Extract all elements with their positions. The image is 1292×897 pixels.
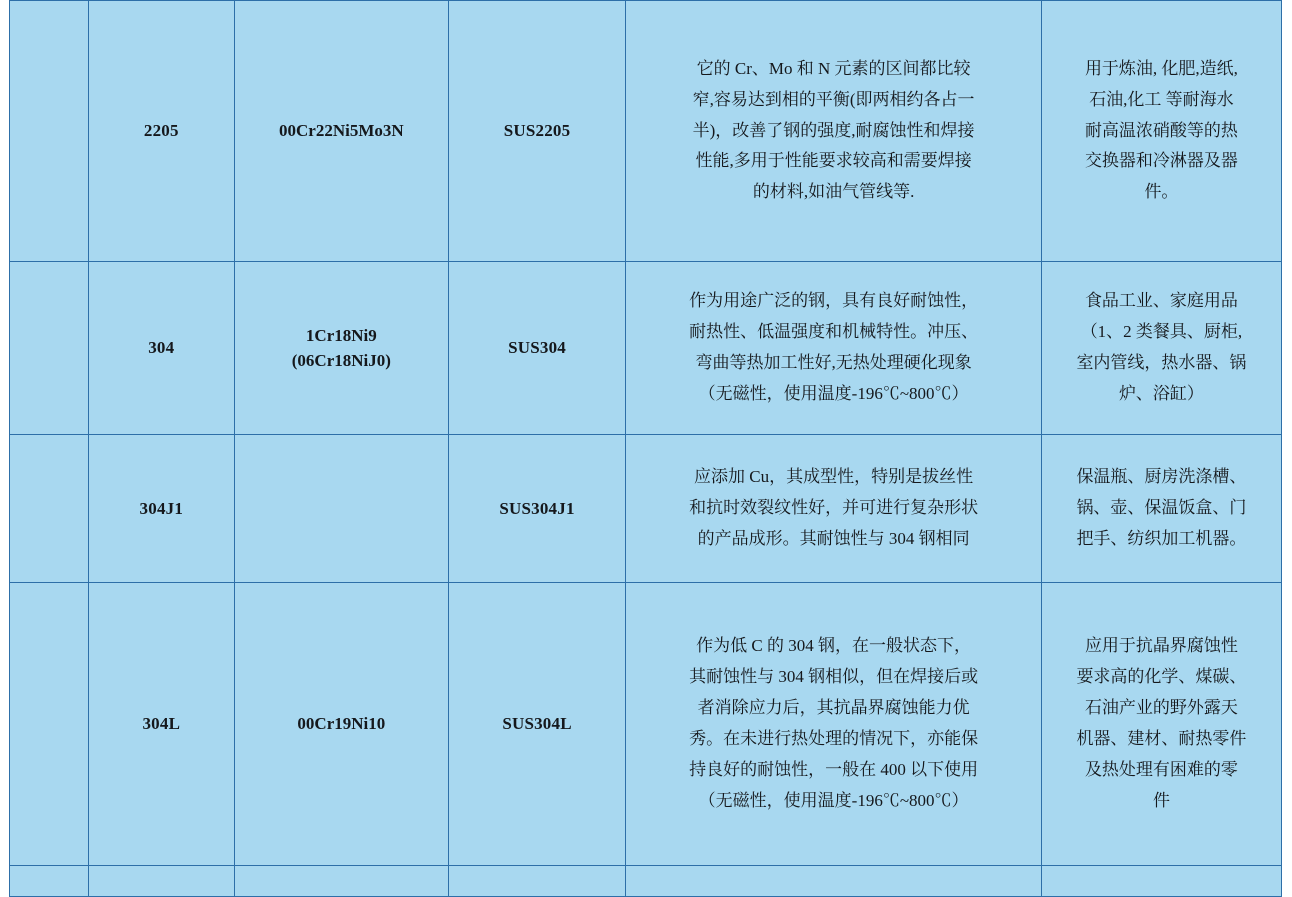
application-line: 石油产业的野外露天 bbox=[1084, 698, 1238, 718]
description-line: 的产品成形。其耐蚀性与 304 钢相同 bbox=[697, 528, 970, 548]
description-line: 秀。在未进行热处理的情况下，亦能保 bbox=[689, 729, 979, 748]
description-cell bbox=[626, 262, 1042, 435]
description-line: 窄,容易达到相的平衡(即两相约各占一 bbox=[692, 89, 975, 109]
description-line: 作为低 C 的 304 钢，在一般状态下， bbox=[696, 636, 972, 656]
description-line: 者消除应力后，其抗晶界腐蚀能力优 bbox=[697, 698, 970, 718]
table-body bbox=[10, 1, 1282, 897]
row-leading-blank-cell bbox=[10, 1, 89, 262]
application-line: 应用于抗晶界腐蚀性 bbox=[1084, 636, 1238, 656]
description-line: 的材料,如油气管线等. bbox=[752, 182, 915, 202]
row-leading-blank-cell bbox=[10, 583, 89, 866]
sus-standard-cell: SUS304 bbox=[448, 262, 626, 435]
application-line: 用于炼油, 化肥,造纸, bbox=[1084, 58, 1238, 78]
table-row-partial bbox=[10, 866, 1282, 897]
row-leading-blank-cell bbox=[10, 435, 89, 583]
row-leading-blank-cell bbox=[10, 866, 89, 897]
gb-standard-line: (06Cr18NiJ0) bbox=[291, 351, 391, 370]
description-line: （无磁性，使用温度-196℃~800℃） bbox=[698, 790, 969, 810]
gb-standard-cell bbox=[234, 866, 448, 897]
application-line: 把手、纺织加工机器。 bbox=[1076, 528, 1247, 548]
gb-standard-cell: 00Cr19Ni10 bbox=[234, 583, 448, 866]
application-cell bbox=[1041, 435, 1281, 583]
application-cell bbox=[1041, 262, 1281, 435]
application-line: 石油,化工 等耐海水 bbox=[1089, 89, 1234, 109]
application-cell bbox=[1041, 1, 1281, 262]
description-line: （无磁性，使用温度-196℃~800℃） bbox=[698, 383, 969, 403]
description-line: 作为用途广泛的钢，具有良好耐蚀性， bbox=[689, 291, 979, 311]
grade-code-cell: 304 bbox=[88, 262, 234, 435]
description-cell bbox=[626, 435, 1042, 583]
table-row bbox=[10, 435, 1282, 583]
description-line: 持良好的耐蚀性，一般在 400 以下使用 bbox=[689, 759, 979, 779]
description-line: 和抗时效裂纹性好，并可进行复杂形状 bbox=[689, 498, 979, 518]
description-cell bbox=[626, 583, 1042, 866]
application-line: 炉、浴缸） bbox=[1118, 383, 1204, 403]
application-cell bbox=[1041, 583, 1281, 866]
application-line: 锅、壶、保温饭盒、门 bbox=[1076, 498, 1247, 518]
sus-standard-cell: SUS2205 bbox=[448, 1, 626, 262]
gb-standard-cell: 00Cr22Ni5Mo3N bbox=[234, 1, 448, 262]
application-line: 件 bbox=[1152, 790, 1170, 810]
description-line: 它的 Cr、Mo 和 N 元素的区间都比较 bbox=[696, 58, 971, 78]
description-cell bbox=[626, 1, 1042, 262]
application-line: 耐高温浓硝酸等的热 bbox=[1084, 120, 1238, 140]
description-cell bbox=[626, 866, 1042, 897]
application-cell bbox=[1041, 866, 1281, 897]
table-row bbox=[10, 262, 1282, 435]
application-line: 食品工业、家庭用品 bbox=[1084, 291, 1238, 311]
grade-code-cell: 304L bbox=[88, 583, 234, 866]
sus-standard-cell: SUS304J1 bbox=[448, 435, 626, 583]
sus-standard-cell: SUS304L bbox=[448, 583, 626, 866]
application-line: 及热处理有困难的零 bbox=[1084, 759, 1238, 779]
description-line: 半)，改善了钢的强度,耐腐蚀性和焊接 bbox=[692, 120, 975, 140]
gb-standard-cell bbox=[234, 435, 448, 583]
application-line: 保温瓶、厨房洗涤槽、 bbox=[1076, 467, 1247, 487]
description-line: 应添加 Cu，其成型性，特别是拔丝性 bbox=[694, 467, 974, 487]
application-line: 交换器和冷淋器及器 bbox=[1084, 151, 1238, 171]
gb-standard-cell bbox=[234, 262, 448, 435]
row-leading-blank-cell bbox=[10, 262, 89, 435]
grade-code-cell: 2205 bbox=[88, 1, 234, 262]
application-line: 件。 bbox=[1144, 182, 1179, 202]
description-line: 弯曲等热加工性好,无热处理硬化现象 bbox=[695, 353, 972, 372]
grade-code-cell: 304J1 bbox=[88, 435, 234, 583]
application-line: （1、2 类餐具、厨柜, bbox=[1080, 322, 1243, 342]
table-row bbox=[10, 1, 1282, 262]
table-row bbox=[10, 583, 1282, 866]
stainless-steel-grades-table bbox=[9, 0, 1282, 897]
gb-standard-line: 1Cr18Ni9 bbox=[305, 325, 377, 345]
description-line: 性能,多用于性能要求较高和需要焊接 bbox=[695, 151, 972, 171]
description-line: 其耐蚀性与 304 钢相似，但在焊接后或 bbox=[689, 667, 979, 687]
sus-standard-cell bbox=[448, 866, 626, 897]
description-line: 耐热性、低温强度和机械特性。冲压、 bbox=[689, 322, 979, 342]
grade-code-cell bbox=[88, 866, 234, 897]
application-line: 要求高的化学、煤碳、 bbox=[1076, 667, 1247, 687]
application-line: 室内管线，热水器、锅 bbox=[1076, 353, 1247, 372]
application-line: 机器、建材、耐热零件 bbox=[1076, 729, 1247, 748]
